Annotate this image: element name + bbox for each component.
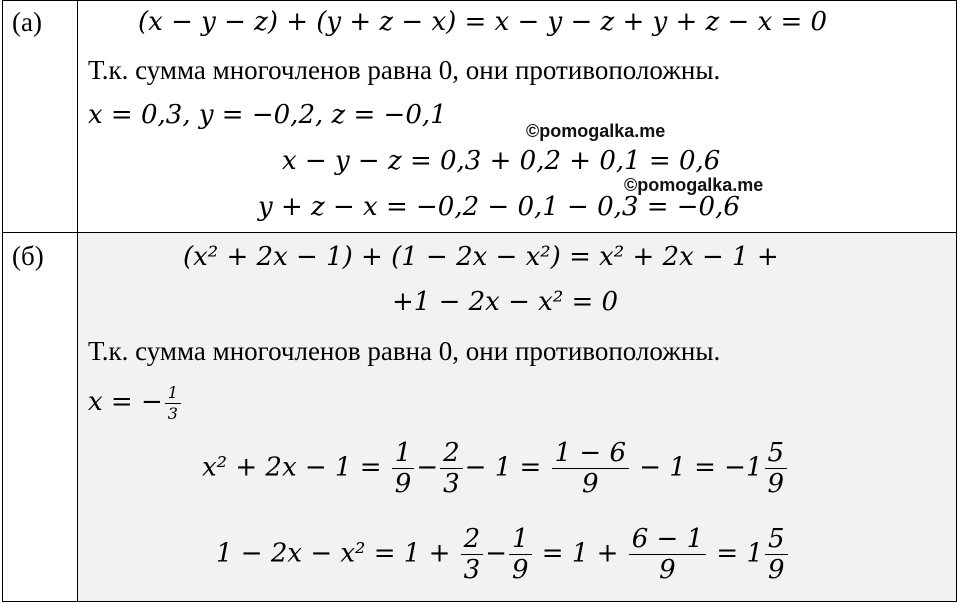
watermark-2: ©pomogalka.me	[624, 175, 764, 195]
fraction-numerator: 5	[765, 526, 788, 555]
eq3-mid-2: = 1	[716, 538, 763, 569]
part-b-value-lhs: x = −	[88, 387, 163, 417]
part-b-equation-2	[202, 440, 789, 497]
fraction-numerator: 1 − 6	[552, 440, 629, 469]
fraction-denominator: 9	[767, 469, 785, 499]
fraction-denominator: 3	[167, 403, 178, 423]
part-a-equation-1: (x − y − z) + (y + z − x) = x − y − z + y + z − x = 0	[138, 7, 828, 37]
eq2-fraction-4	[765, 440, 788, 497]
part-b-text: Т.к. сумма многочленов равна 0, они противоположны.	[88, 336, 721, 366]
fraction-numerator: 2	[461, 526, 484, 555]
fraction-denominator: 3	[443, 469, 460, 499]
fraction-one-third	[165, 382, 181, 423]
eq2-fraction-1	[392, 440, 415, 497]
fraction-denominator: 9	[767, 555, 785, 585]
part-a-equation-3: y + z − x = −0,2 − 0,1 − 0,3 = −0,6	[258, 192, 740, 222]
eq3-fraction-2	[509, 526, 532, 583]
eq2-mid: − 1 =	[464, 452, 542, 483]
fraction-numerator: 1	[392, 440, 415, 469]
eq2-minus: −	[416, 452, 439, 483]
row-divider	[2, 232, 957, 233]
fraction-denominator: 9	[394, 469, 412, 499]
eq3-fraction-4	[765, 526, 788, 583]
fraction-numerator: 1	[509, 526, 532, 555]
column-divider	[77, 0, 78, 602]
part-a-values: x = 0,3, y = −0,2, z = −0,1	[88, 100, 447, 130]
part-a-label: (а)	[12, 7, 42, 37]
eq3-mid: = 1 +	[541, 538, 619, 569]
eq3-minus: −	[485, 538, 507, 569]
fraction-numerator: 2	[440, 440, 463, 469]
eq3-lhs: 1 − 2x − x² = 1 +	[216, 538, 451, 569]
eq2-fraction-2	[440, 440, 463, 497]
watermark-1: ©pomogalka.me	[526, 121, 666, 141]
fraction-numerator: 6 − 1	[629, 526, 706, 555]
eq3-fraction-3	[629, 526, 706, 583]
fraction-denominator: 9	[659, 555, 676, 585]
fraction-denominator: 9	[511, 555, 529, 585]
fraction-numerator: 1	[165, 385, 181, 404]
eq2-mid-2: − 1 = −1	[639, 452, 763, 483]
part-a-equation-2: x − y − z = 0,3 + 0,2 + 0,1 = 0,6	[282, 146, 721, 176]
eq2-lhs: x² + 2x − 1 =	[202, 452, 382, 483]
eq2-fraction-3	[552, 440, 629, 497]
eq3-fraction-1	[461, 526, 484, 583]
part-b-value	[88, 384, 183, 422]
part-b-equation-1: (x² + 2x − 1) + (1 − 2x − x²) = x² + 2x − 1 +	[183, 242, 779, 272]
fraction-numerator: 5	[765, 440, 788, 469]
part-b-equation-1-continued: +1 − 2x − x² = 0	[392, 287, 619, 317]
part-b-label: (б)	[12, 241, 44, 271]
part-b-equation-3	[216, 526, 790, 583]
fraction-denominator: 3	[463, 555, 481, 585]
fraction-denominator: 9	[582, 469, 599, 499]
part-a-text: Т.к. сумма многочленов равна 0, они противоположны.	[88, 55, 721, 85]
